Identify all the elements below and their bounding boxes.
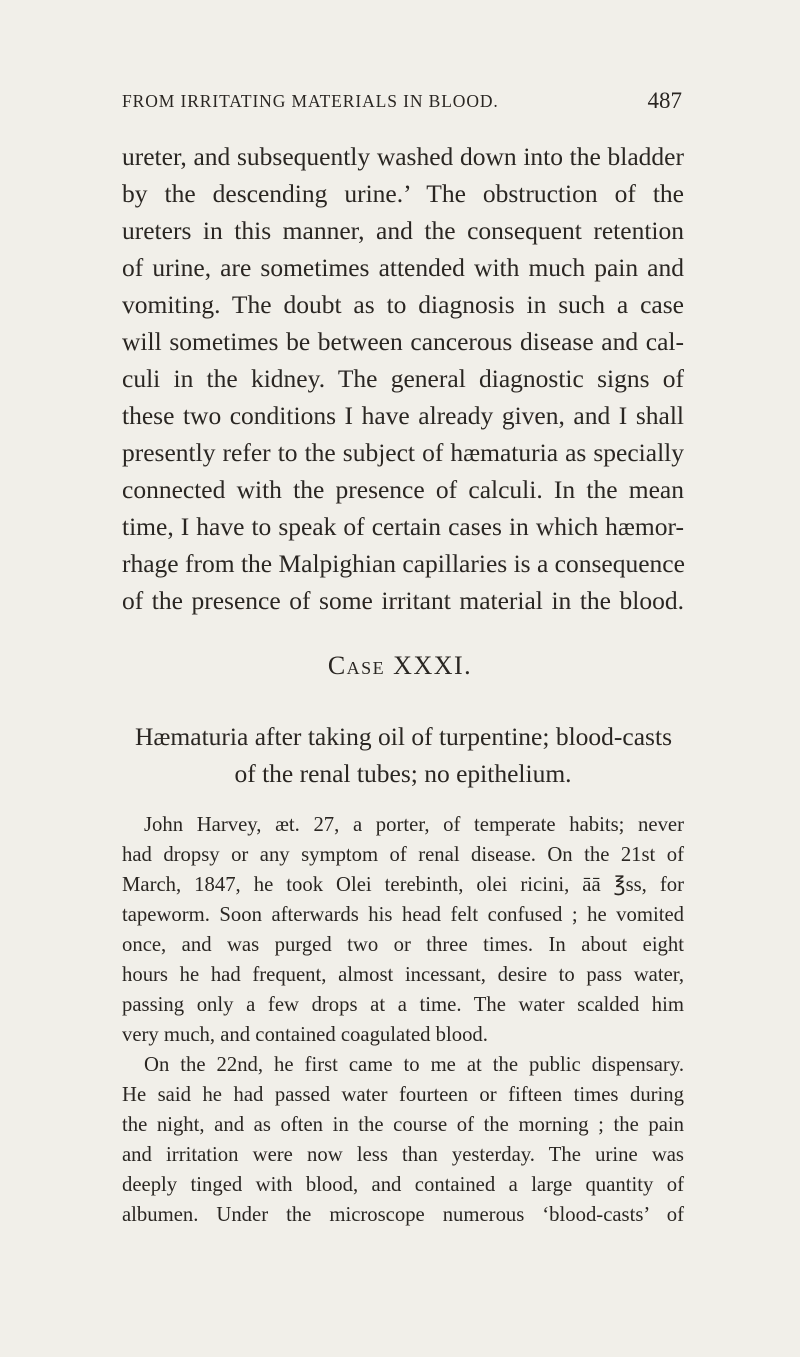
text-line: culi in the kidney. The general diagnostic signs of: [122, 364, 684, 393]
text-line: ureter, and subsequently washed down into the bladder: [122, 142, 684, 171]
case-heading-word: Case: [327, 651, 386, 680]
text-line: of urine, are sometimes attended with much pain and: [122, 253, 684, 282]
running-head: [122, 86, 682, 116]
text-line: tapeworm. Soon afterwards his head felt confused ; he vomited: [122, 904, 684, 926]
case-heading-numeral: XXXI.: [393, 651, 473, 680]
text-line: deeply tinged with blood, and contained a large quantity of: [122, 1174, 684, 1196]
text-line: March, 1847, he took Olei terebinth, olei ricini, āā ℥ss, for: [122, 874, 684, 896]
text-line: once, and was purged two or three times. In about eight: [122, 934, 684, 956]
text-line: these two conditions I have already given, and I shall: [122, 401, 684, 430]
running-title: FROM IRRITATING MATERIALS IN BLOOD.: [122, 91, 499, 111]
text-line: John Harvey, æt. 27, a porter, of temperate habits; never: [144, 814, 684, 836]
text-line: the night, and as often in the course of the morning ; the pain: [122, 1114, 684, 1136]
text-line: by the descending urine.’ The obstruction of the: [122, 179, 684, 208]
subtitle-line: Hæmaturia after taking oil of turpentine; blood-casts: [135, 722, 672, 751]
text-line: albumen. Under the microscope numerous ‘blood-casts’ of: [122, 1204, 684, 1226]
text-line: He said he had passed water fourteen or fifteen times during: [122, 1084, 684, 1106]
text-line: and irritation were now less than yesterday. The urine was: [122, 1144, 684, 1166]
text-line: hours he had frequent, almost incessant, desire to pass water,: [122, 964, 684, 986]
text-line: ureters in this manner, and the consequent retention: [122, 216, 684, 245]
text-line: had dropsy or any symptom of renal disease. On the 21st of: [122, 844, 684, 866]
text-line: rhage from the Malpighian capillaries is a consequence: [122, 549, 685, 578]
text-line: On the 22nd, he first came to me at the public dispensary.: [144, 1054, 684, 1076]
text-line: vomiting. The doubt as to diagnosis in such a case: [122, 290, 684, 319]
case-heading: [0, 648, 800, 684]
subtitle-line: of the renal tubes; no epithelium.: [234, 759, 572, 788]
text-line: time, I have to speak of certain cases in which hæmor-: [122, 512, 684, 541]
text-line: presently refer to the subject of hæmaturia as specially: [122, 438, 684, 467]
text-line: passing only a few drops at a time. The water scalded him: [122, 994, 684, 1016]
text-line: connected with the presence of calculi. In the mean: [122, 475, 684, 504]
text-line: will sometimes be between cancerous disease and cal-: [122, 327, 684, 356]
page-number: 487: [647, 88, 682, 113]
text-line: of the presence of some irritant material in the blood.: [122, 586, 684, 615]
text-line: very much, and contained coagulated blood.: [122, 1024, 488, 1046]
